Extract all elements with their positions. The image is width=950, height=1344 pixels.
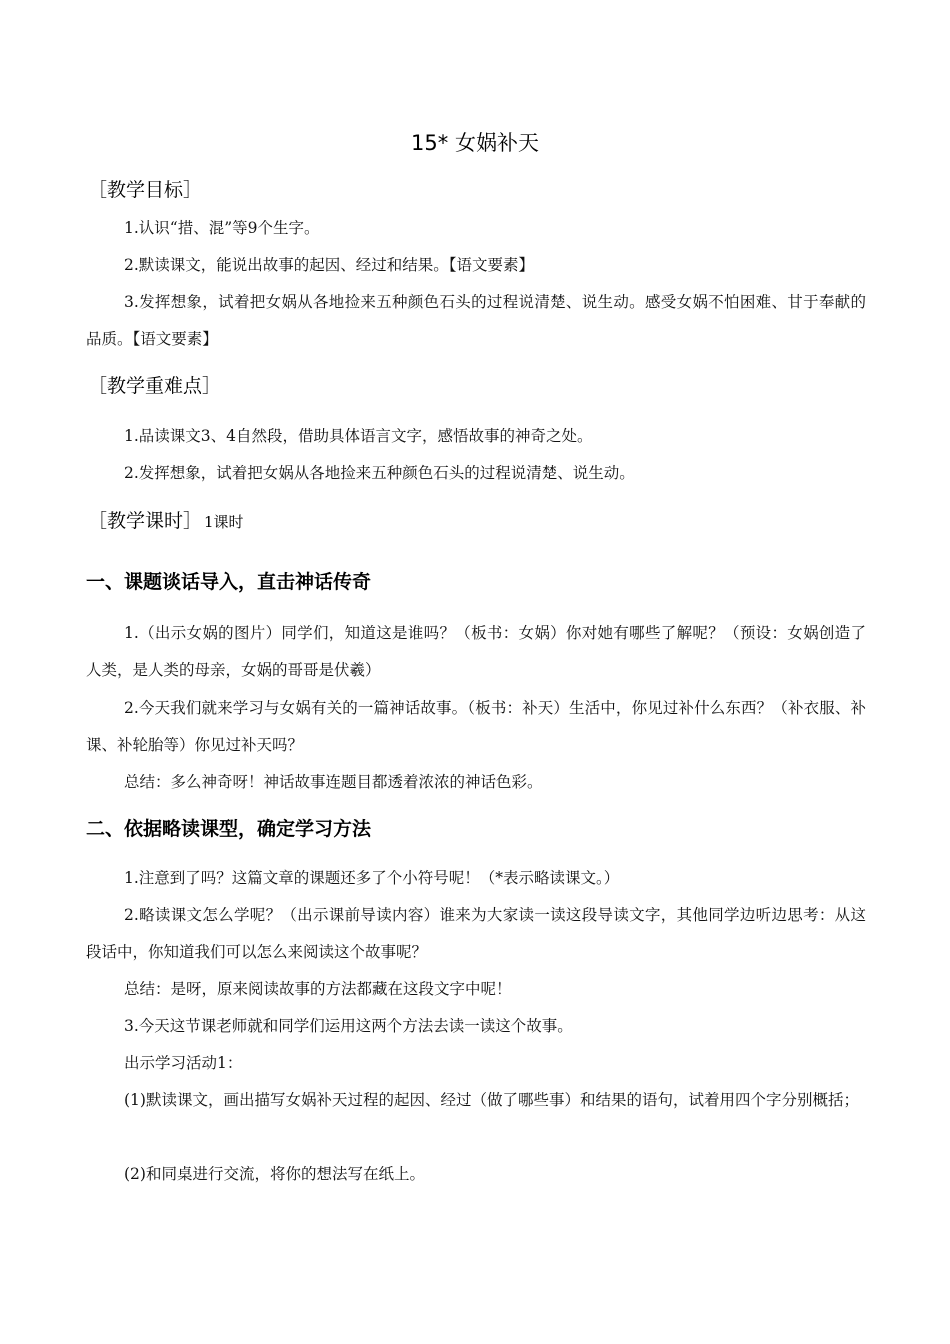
- part1-heading: 一、课题谈话导入，直击神话传奇: [86, 571, 372, 593]
- part1-paragraph: 1.（出示女娲的图片）同学们，知道这是谁吗？（板书：女娲）你对她有哪些了解呢？（预设：女娲创造了人类，是人类的母亲，女娲的哥哥是伏羲）: [86, 624, 866, 679]
- part2-paragraph: 3.今天这节课老师就和同学们运用这两个方法去读一读这个故事。: [124, 1017, 573, 1035]
- part1-paragraph: 2.今天我们就来学习与女娲有关的一篇神话故事。（板书：补天）生活中，你见过补什么东西？（补衣服、补课、补轮胎等）你见过补天吗？: [86, 699, 866, 754]
- objectives-heading: ［教学目标］: [88, 179, 203, 201]
- class-hours-value: 1课时: [204, 513, 244, 531]
- part2-paragraph: 1.注意到了吗？这篇文章的课题还多了个小符号呢！（*表示略读课文。）: [124, 869, 620, 887]
- class-hours-label: ［教学课时］: [88, 510, 203, 532]
- key-point-item: 2.发挥想象，试着把女娲从各地捡来五种颜色石头的过程说清楚、说生动。: [124, 464, 635, 482]
- objective-item: 1.认识“措、混”等9个生字。: [124, 219, 320, 237]
- part2-paragraph: 2.略读课文怎么学呢？（出示课前导读内容）谁来为大家读一读这段导读文字，其他同学边听边思考：从这段话中，你知道我们可以怎么来阅读这个故事呢？: [86, 906, 866, 961]
- objective-item: 3.发挥想象，试着把女娲从各地捡来五种颜色石头的过程说清楚、说生动。感受女娲不怕困难、甘于奉献的品质。【语文要素】: [86, 293, 866, 348]
- activity-step: (2)和同桌进行交流，将你的想法写在纸上。: [124, 1165, 425, 1183]
- activity-step: (1)默读课文，画出描写女娲补天过程的起因、经过（做了哪些事）和结果的语句，试着用四个字分别概括；: [124, 1091, 859, 1109]
- part1-summary: 总结：多么神奇呀！神话故事连题目都透着浓浓的神话色彩。: [124, 773, 543, 791]
- part2-heading: 二、依据略读课型，确定学习方法: [86, 818, 372, 840]
- lesson-title: 15* 女娲补天: [411, 131, 539, 155]
- key-points-heading: ［教学重难点］: [88, 375, 222, 397]
- activity-label: 出示学习活动1：: [124, 1054, 243, 1072]
- class-hours-heading: [88, 507, 244, 536]
- objective-item: 2.默读课文，能说出故事的起因、经过和结果。【语文要素】: [124, 256, 535, 274]
- key-point-item: 1.品读课文3、4自然段，借助具体语言文字，感悟故事的神奇之处。: [124, 427, 593, 445]
- part2-summary: 总结：是呀，原来阅读故事的方法都藏在这段文字中呢！: [124, 980, 512, 998]
